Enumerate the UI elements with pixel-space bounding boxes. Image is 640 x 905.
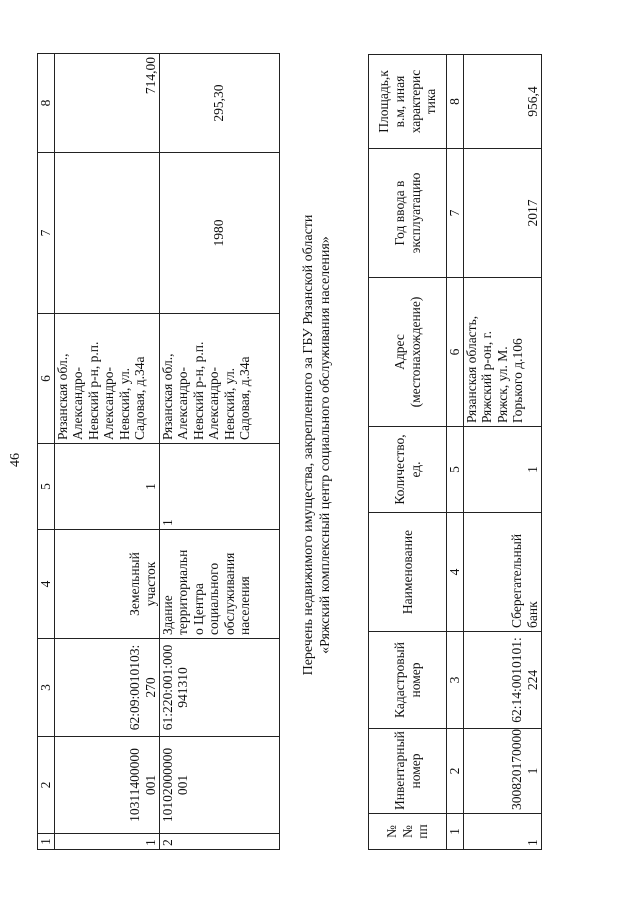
col-number: 6 bbox=[38, 314, 55, 444]
document-title bbox=[300, 135, 334, 755]
title-line-2: «Ряжский комплексный центр социального обслуживания населения» bbox=[318, 236, 333, 654]
area: 956,4 bbox=[463, 55, 541, 149]
area: 714,00 bbox=[54, 54, 159, 153]
inventory-number: 300820170000 1 bbox=[463, 729, 541, 814]
col-number: 8 bbox=[447, 55, 464, 149]
table-row bbox=[54, 54, 159, 850]
area: 295,30 bbox=[159, 54, 279, 153]
col-number: 3 bbox=[38, 639, 55, 737]
table-row bbox=[463, 55, 541, 850]
quantity: 1 bbox=[159, 444, 279, 530]
header-inventory: Инвентарный номер bbox=[369, 729, 447, 814]
col-number: 2 bbox=[447, 729, 464, 814]
quantity: 1 bbox=[463, 427, 541, 513]
header-row-number: № № пп bbox=[369, 814, 447, 850]
cadastral-number: 61:220:001:000 941310 bbox=[159, 639, 279, 737]
col-number: 6 bbox=[447, 278, 464, 427]
property-table-2 bbox=[368, 54, 542, 850]
header-row bbox=[369, 55, 447, 850]
col-number: 8 bbox=[38, 54, 55, 153]
object-name: Сберегательный банк bbox=[463, 513, 541, 632]
col-number: 1 bbox=[38, 834, 55, 850]
header-quantity: Количество, ед. bbox=[369, 427, 447, 513]
column-number-row bbox=[447, 55, 464, 850]
col-number: 7 bbox=[447, 149, 464, 278]
col-number: 5 bbox=[447, 427, 464, 513]
col-number: 3 bbox=[447, 632, 464, 729]
header-name: Наименование bbox=[369, 513, 447, 632]
header-cadastral: Кадастровый номер bbox=[369, 632, 447, 729]
cadastral-number: 62:09:0010103: 270 bbox=[54, 639, 159, 737]
page-number: 46 bbox=[8, 453, 23, 467]
address: Рязанская обл., Александро- Невский р-н, р.п. Александро- Невский, ул. Садовая, д.34а bbox=[54, 314, 159, 444]
quantity: 1 bbox=[54, 444, 159, 530]
row-number: 1 bbox=[463, 814, 541, 850]
title-line-1: Перечень недвижимого имущества, закрепленного за ГБУ Рязанской области bbox=[301, 214, 316, 676]
row-number: 2 bbox=[159, 834, 279, 850]
col-number: 4 bbox=[38, 530, 55, 639]
commission-year bbox=[54, 153, 159, 314]
commission-year: 1980 bbox=[159, 153, 279, 314]
object-name: Земельный участок bbox=[54, 530, 159, 639]
address: Рязанская обл., Александро- Невский р-н, р.п. Александро- Невский, ул. Садовая, д.34а bbox=[159, 314, 279, 444]
address: Рязанская область, Ряжский р-он, г. Ряжск, ул. М. Горького д.106 bbox=[463, 278, 541, 427]
commission-year: 2017 bbox=[463, 149, 541, 278]
col-number: 5 bbox=[38, 444, 55, 530]
col-number: 2 bbox=[38, 737, 55, 834]
column-number-row bbox=[38, 54, 55, 850]
col-number: 7 bbox=[38, 153, 55, 314]
header-address: Адрес (местонахождение) bbox=[369, 278, 447, 427]
inventory-number: 10102000000 001 bbox=[159, 737, 279, 834]
property-table-1 bbox=[37, 53, 280, 850]
header-area: Площадь,к в.м, иная характерис тика bbox=[369, 55, 447, 149]
inventory-number: 10311400000 001 bbox=[54, 737, 159, 834]
col-number: 1 bbox=[447, 814, 464, 850]
row-number: 1 bbox=[54, 834, 159, 850]
cadastral-number: 62:14:0010101: 224 bbox=[463, 632, 541, 729]
table-row bbox=[159, 54, 279, 850]
header-year: Год ввода в эксплуатацию bbox=[369, 149, 447, 278]
object-name: Здание территориальн о Центра социального обслуживания населения bbox=[159, 530, 279, 639]
col-number: 4 bbox=[447, 513, 464, 632]
